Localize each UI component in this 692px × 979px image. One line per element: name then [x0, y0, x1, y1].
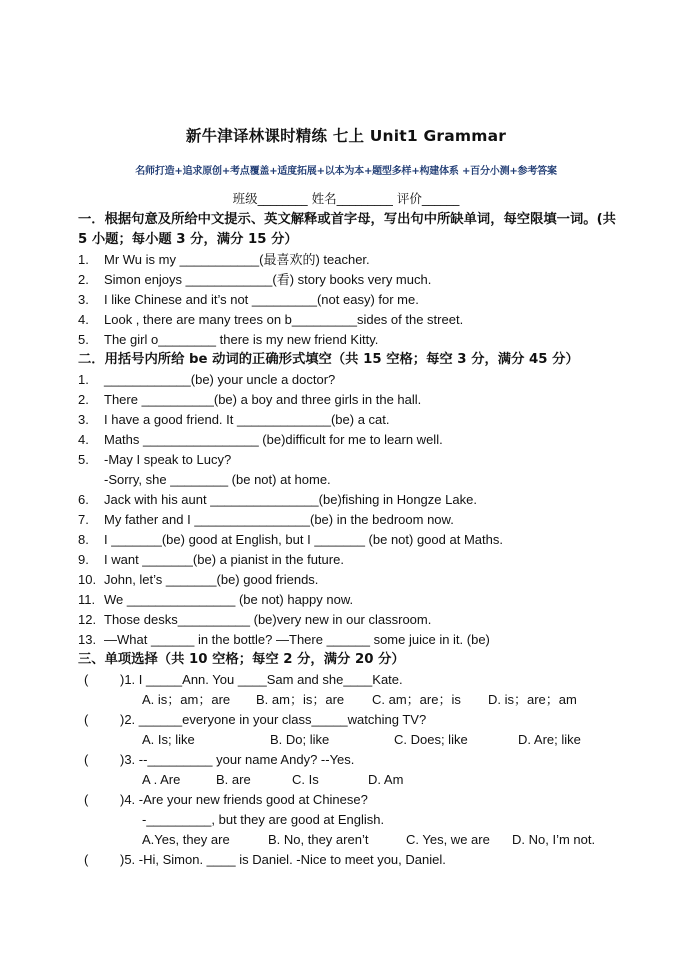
part2-question: [78, 610, 623, 630]
part1-question: [78, 250, 623, 270]
option-d: D. Am: [368, 772, 404, 787]
question-text: There __________(be) a boy and three girls in the hall.: [104, 392, 422, 407]
part2-question: [78, 510, 623, 530]
part2-question: [78, 410, 623, 430]
mc-options: [78, 690, 623, 710]
option-b: B. Do; like: [270, 732, 330, 747]
part3-heading: 三、单项选择（共 10 空格；每空 2 分，满分 20 分）: [78, 652, 405, 667]
part2-question: [78, 390, 623, 410]
option-b: B. No, they aren’t: [268, 832, 369, 847]
question-number: 3.: [78, 292, 89, 307]
mc-options: [78, 830, 623, 850]
mc-options: [78, 770, 623, 790]
answer-bracket: (: [84, 712, 89, 727]
part1-question: [78, 290, 623, 310]
question-text: I have a good friend. It _____________(be) a cat.: [104, 412, 390, 427]
part2-question: [78, 530, 623, 550]
question-text: —What ______ in the bottle? —There ______ some juice in it. (be): [104, 632, 490, 647]
option-c: C. Yes, we are: [406, 832, 490, 847]
mc-question: [78, 750, 623, 770]
question-text: -Sorry, she ________ (be not) at home.: [104, 472, 331, 487]
question-text: I like Chinese and it’s not _________(not easy) for me.: [104, 292, 419, 307]
option-d: D. is；are；am: [488, 692, 577, 707]
part1-question: [78, 270, 623, 290]
question-number: 11.: [78, 592, 96, 607]
part2-question-continuation: [78, 470, 623, 490]
option-a: A. is；am；are: [142, 692, 231, 707]
question-text: My father and I ________________(be) in the bedroom now.: [104, 512, 454, 527]
question-text: ____________(be) your uncle a doctor?: [104, 372, 336, 387]
question-text: Look , there are many trees on b_________sides of the street.: [104, 312, 464, 327]
part2-question: [78, 630, 623, 650]
mc-question-stem: )5. -Hi, Simon. ____ is Daniel. -Nice to meet you, Daniel.: [120, 852, 446, 867]
question-text: We _______________ (be not) happy now.: [104, 592, 354, 607]
option-a: A.Yes, they are: [142, 832, 230, 847]
question-number: 4.: [78, 432, 89, 447]
option-d: D. Are; like: [518, 732, 581, 747]
question-text: John, let’s _______(be) good friends.: [104, 572, 319, 587]
question-number: 5.: [78, 452, 89, 467]
class-name-grade-line: 班级________ 姓名_________ 评价______: [232, 191, 460, 206]
part2-question: [78, 450, 623, 470]
mc-question: [78, 850, 623, 870]
option-b: B. are: [216, 772, 251, 787]
part1-question: [78, 310, 623, 330]
question-text: The girl o________ there is my new friend Kitty.: [104, 332, 379, 347]
part2-question: [78, 370, 623, 390]
question-number: 9.: [78, 552, 89, 567]
question-number: 1.: [78, 252, 89, 267]
mc-question-stem: )3. --_________ your name Andy? --Yes.: [120, 752, 355, 767]
answer-bracket: (: [84, 852, 89, 867]
question-number: 13.: [78, 632, 97, 647]
part2-question: [78, 550, 623, 570]
part2-question: [78, 590, 623, 610]
mc-question-stem: )4. -Are your new friends good at Chinese?: [120, 792, 368, 807]
option-b: B. am；is；are: [256, 692, 345, 707]
question-number: 8.: [78, 532, 89, 547]
part2-question: [78, 430, 623, 450]
question-text: I want _______(be) a pianist in the future.: [104, 552, 344, 567]
option-c: C. am；are；is: [372, 692, 461, 707]
option-c: C. Does; like: [394, 732, 468, 747]
option-d: D. No, I’m not.: [512, 832, 596, 847]
question-text: Those desks__________ (be)very new in our classroom.: [104, 612, 432, 627]
mc-question-stem: )1. I _____Ann. You ____Sam and she____Kate.: [120, 672, 403, 687]
question-text: Mr Wu is my ___________(最喜欢的) teacher.: [104, 252, 370, 267]
question-number: 1.: [78, 372, 89, 387]
part2-question: [78, 570, 623, 590]
answer-bracket: (: [84, 672, 89, 687]
mc-options: [78, 730, 623, 750]
mc-question: [78, 790, 623, 810]
part2-question: [78, 490, 623, 510]
option-c: C. Is: [292, 772, 319, 787]
answer-bracket: (: [84, 752, 89, 767]
mc-question: [78, 710, 623, 730]
question-number: 12.: [78, 612, 97, 627]
mc-question-continuation: [78, 810, 623, 830]
mc-question: [78, 670, 623, 690]
question-number: 4.: [78, 312, 89, 327]
worksheet-title: 新牛津译林课时精练 七上 Unit1 Grammar: [185, 127, 507, 145]
option-a: A . Are: [142, 772, 181, 787]
part1-heading: 一．根据句意及所给中文提示、英文解释或首字母，写出句中所缺单词，每空限填一词。(共 5 小题；每小题 3 分，满分 15 分）: [78, 212, 616, 247]
question-number: 10.: [78, 572, 97, 587]
question-text: Jack with his aunt _______________(be)fishing in Hongze Lake.: [104, 492, 477, 507]
option-a: A. Is; like: [142, 732, 195, 747]
question-number: 3.: [78, 412, 89, 427]
worksheet-content: [78, 210, 623, 870]
question-text: -May I speak to Lucy?: [104, 452, 232, 467]
question-number: 5.: [78, 332, 89, 347]
question-number: 2.: [78, 272, 89, 287]
mc-question-stem: )2. ______everyone in your class_____watching TV?: [120, 712, 427, 727]
question-number: 2.: [78, 392, 89, 407]
answer-bracket: (: [84, 792, 89, 807]
part1-question: [78, 330, 623, 350]
question-number: 6.: [78, 492, 89, 507]
question-number: 7.: [78, 512, 89, 527]
question-text: Maths ________________ (be)difficult for me to learn well.: [104, 432, 443, 447]
question-text: Simon enjoys ____________(看) story books very much.: [104, 272, 432, 287]
mc-question-extra: -_________, but they are good at English.: [142, 812, 385, 827]
worksheet-subtitle: 名师打造+追求原创+考点覆盖+适度拓展+以本为本+题型多样+构建体系 +百分小测+参考答案: [135, 166, 557, 177]
question-text: I _______(be) good at English, but I _______ (be not) good at Maths.: [104, 532, 503, 547]
part2-heading: 二．用括号内所给 be 动词的正确形式填空（共 15 空格；每空 3 分，满分 45 分）: [78, 352, 579, 367]
